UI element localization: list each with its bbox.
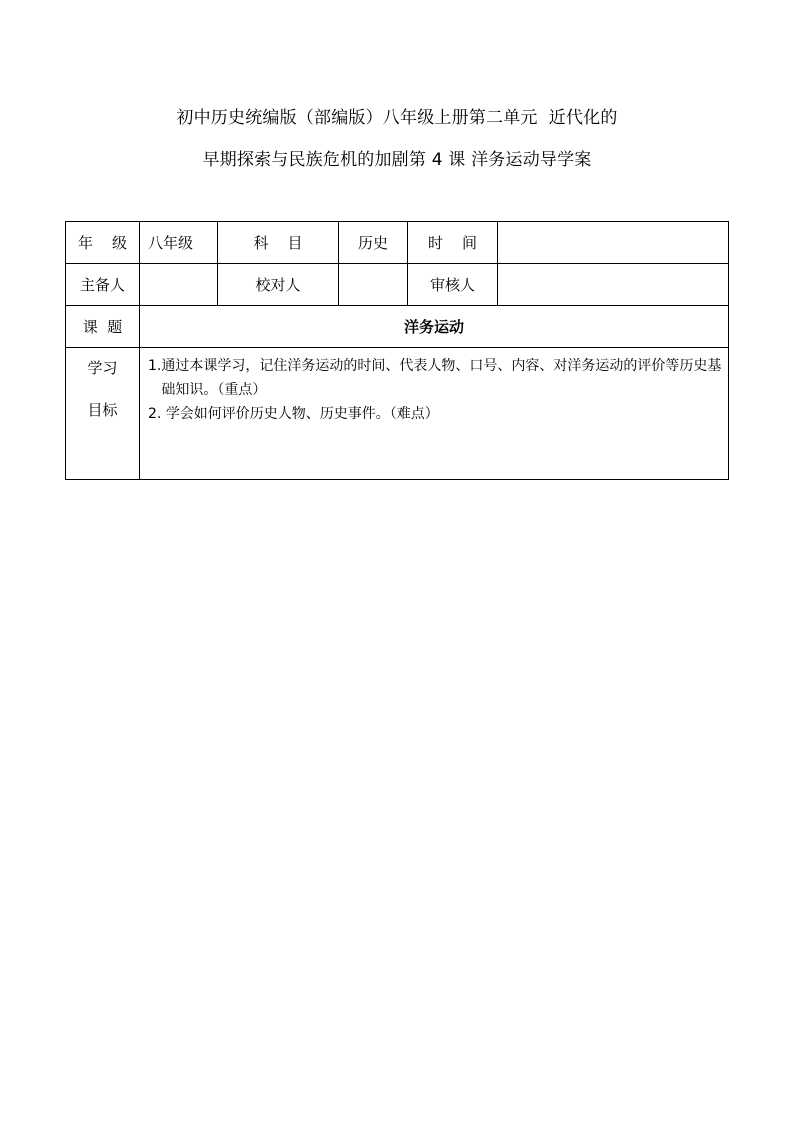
table-row-topic: [66, 306, 729, 348]
topic-label: 课 题: [66, 306, 140, 348]
reviewer-label: 审核人: [408, 264, 498, 306]
table-row-grade: [66, 222, 729, 264]
goals-label: [66, 348, 140, 480]
preparer-value: [140, 264, 218, 306]
goals-label-line-1: 学习: [87, 359, 118, 377]
goal-number: 2.: [148, 406, 166, 422]
subject-value: 历史: [339, 222, 408, 264]
list-item: [148, 402, 722, 426]
lesson-info-table: [65, 221, 729, 480]
grade-label: 年 级: [66, 222, 140, 264]
reviewer-value: [498, 264, 729, 306]
proofreader-value: [339, 264, 408, 306]
proofreader-label: 校对人: [218, 264, 339, 306]
goal-number: 1.: [148, 358, 162, 374]
table-row-goals: [66, 348, 729, 480]
goals-label-line-2: 目标: [87, 401, 118, 419]
time-label: 时 间: [408, 222, 498, 264]
goal-text: 通过本课学习，记住洋务运动的时间、代表人物、口号、内容、对洋务运动的评价等历史基础知识。（重点）: [161, 358, 722, 398]
goals-list: [140, 348, 729, 480]
topic-value: 洋务运动: [140, 306, 729, 348]
table-row-staff: [66, 264, 729, 306]
list-item: [148, 354, 722, 402]
time-value: [498, 222, 729, 264]
subject-label: 科 目: [218, 222, 339, 264]
document-title-line-2: 早期探索与民族危机的加剧第 4 课 洋务运动导学案: [202, 150, 592, 170]
grade-value: 八年级: [140, 222, 218, 264]
document-title-line-1: 初中历史统编版（部编版）八年级上册第二单元 近代化的: [176, 108, 618, 128]
goal-text: 学会如何评价历史人物、历史事件。（难点）: [165, 406, 439, 422]
preparer-label: 主备人: [66, 264, 140, 306]
